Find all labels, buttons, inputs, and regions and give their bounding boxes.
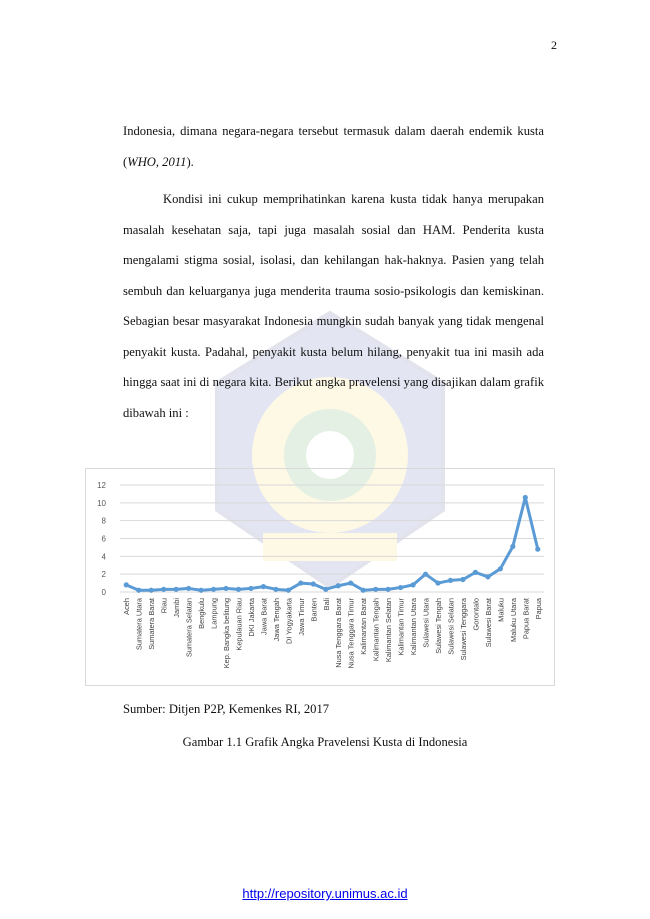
- x-category-label: Banten: [309, 598, 319, 622]
- data-point: [273, 587, 278, 592]
- x-category-label: Sulawesi Barat: [483, 598, 493, 648]
- body-text: Kondisi ini cukup memprihatinkan karena kusta tidak hanya merupakan masalah kesehatan saja, tapi juga masalah sosial dan HAM. Penderita kusta mengalami stigma sosial, isolasi, dan kehilangan hak-haknya. Pasien yang telah sembuh dan keluarganya juga menderita trauma sosio-psikologis dan kemiskinan. Sebagian besar masyarakat Indonesia mungkin sudah banyak yang tidak mengenal penyakit kusta. Padahal, penyakit kusta belum hilang, penyakit tua ini masih ada hingga saat ini di negara kita. Berikut angka pravelensi yang disajikan dalam grafik dibawah ini :: [123, 192, 544, 420]
- data-point: [124, 582, 129, 587]
- data-point: [410, 582, 415, 587]
- x-category-label: Bengkulu: [197, 598, 207, 629]
- data-point: [336, 583, 341, 588]
- x-category-label: Jawa Tengah: [271, 598, 281, 642]
- x-category-label: Bali: [321, 598, 331, 611]
- data-point: [485, 574, 490, 579]
- series-line: [126, 497, 538, 590]
- y-tick-label: 6: [101, 534, 106, 544]
- data-point: [174, 587, 179, 592]
- data-point: [460, 577, 465, 582]
- x-category-label: Sulawesi Utara: [421, 598, 431, 648]
- data-point: [286, 588, 291, 593]
- x-category-label: Aceh: [122, 598, 132, 615]
- page-number: 2: [551, 38, 557, 52]
- x-category-label: Sulawesi Tenggara: [458, 598, 468, 661]
- data-point: [448, 578, 453, 583]
- data-point: [323, 587, 328, 592]
- data-point: [149, 588, 154, 593]
- x-category-label: Kalimantan Utara: [409, 598, 419, 656]
- x-category-label: Papua: [533, 598, 543, 620]
- y-tick-label: 8: [101, 516, 106, 526]
- data-point: [361, 588, 366, 593]
- body-text: ).: [186, 154, 194, 169]
- x-category-label: Sumatera Barat: [147, 598, 157, 650]
- x-category-label: Gorontalo: [471, 598, 481, 631]
- data-point: [136, 588, 141, 593]
- x-category-label: Kepulauan Riau: [234, 598, 244, 651]
- data-point: [473, 570, 478, 575]
- x-category-label: Jawa Timur: [296, 598, 306, 636]
- x-category-label: Sulawesi Tengah: [434, 598, 443, 654]
- data-point: [398, 585, 403, 590]
- x-category-label: Lampung: [209, 598, 219, 629]
- data-point: [211, 587, 216, 592]
- paragraph-1: [123, 116, 544, 177]
- data-point: [161, 587, 166, 592]
- figure-source: Sumber: Ditjen P2P, Kemenkes RI, 2017: [123, 702, 330, 716]
- x-category-label: DI Yogyakarta: [284, 598, 294, 645]
- x-category-label: Maluku: [496, 598, 506, 622]
- data-point: [435, 580, 440, 585]
- data-point: [535, 547, 540, 552]
- data-point: [236, 587, 241, 592]
- data-point: [311, 581, 316, 586]
- x-category-label: Papua Barat: [521, 598, 531, 640]
- data-point: [386, 587, 391, 592]
- data-point: [248, 586, 253, 591]
- x-category-label: Nusa Tenggara Timur: [346, 598, 356, 669]
- x-category-label: Kep. Bangka belitung: [222, 598, 231, 669]
- data-point: [523, 495, 528, 500]
- y-tick-label: 0: [101, 588, 106, 597]
- data-point: [186, 586, 191, 591]
- body-text: Indonesia, dimana negara-negara tersebut termasuk dalam daerah endemik kusta (: [123, 124, 544, 169]
- data-point: [348, 580, 353, 585]
- x-category-label: Kalimantan Selatan: [384, 598, 394, 663]
- x-category-label: Riau: [159, 598, 169, 614]
- repository-link[interactable]: http://repository.unimus.ac.id: [242, 886, 408, 901]
- data-point: [223, 586, 228, 591]
- x-category-label: Jambi: [172, 598, 182, 618]
- figure-caption: Gambar 1.1 Grafik Angka Pravelensi Kusta di Indonesia: [182, 735, 468, 749]
- citation-text: WHO, 2011: [127, 154, 187, 169]
- x-category-label: Nusa Tenggara Barat: [334, 598, 344, 668]
- x-category-label: Jawa Barat: [259, 598, 269, 635]
- y-tick-label: 2: [101, 570, 106, 580]
- y-tick-label: 4: [101, 552, 106, 562]
- y-tick-label: 12: [97, 481, 106, 490]
- data-point: [261, 584, 266, 589]
- data-point: [198, 588, 203, 593]
- x-category-label: Kalimantan Tengah: [371, 598, 381, 662]
- x-category-label: Maluku Utara: [508, 598, 518, 642]
- x-category-label: Sumatera Utara: [134, 598, 144, 651]
- x-category-label: Sumatera Selatan: [184, 598, 194, 658]
- x-category-label: Kalimantan Timur: [396, 598, 406, 656]
- data-point: [498, 566, 503, 571]
- data-point: [423, 572, 428, 577]
- x-category-label: Sulawesi Selatan: [446, 598, 456, 655]
- y-tick-label: 10: [97, 498, 106, 508]
- x-category-label: Kalimantan Barat: [359, 598, 369, 655]
- data-point: [298, 580, 303, 585]
- data-point: [373, 587, 378, 592]
- x-category-label: DKI Jakarta: [246, 598, 256, 637]
- chart-canvas: [86, 469, 554, 685]
- prevalence-line-chart: [85, 468, 555, 686]
- data-point: [510, 544, 515, 549]
- paragraph-2: [123, 184, 544, 428]
